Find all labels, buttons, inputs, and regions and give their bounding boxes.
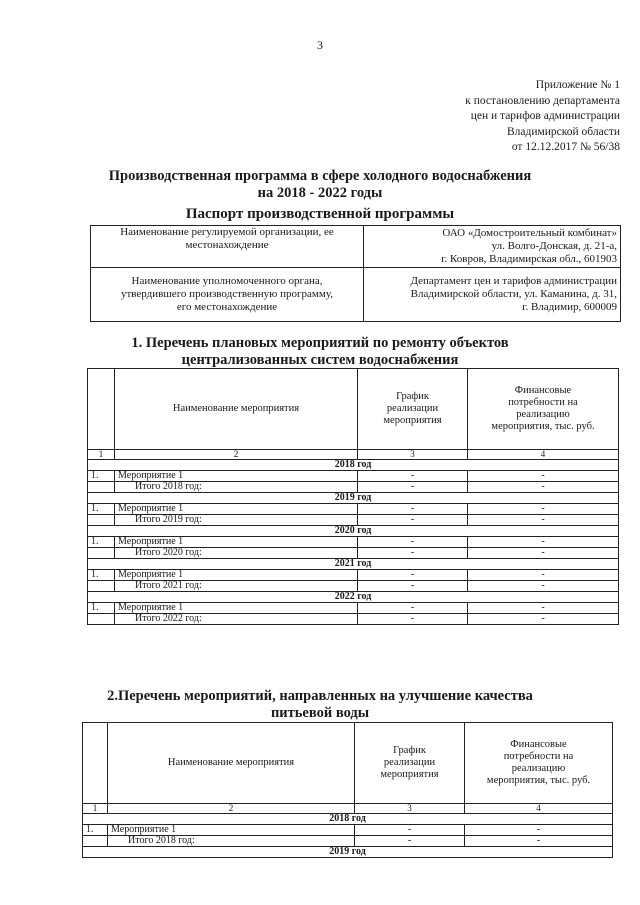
row-number [88, 548, 115, 559]
column-number: 1 [83, 804, 108, 814]
total-finance: - [468, 581, 619, 592]
total-label: Итого 2018 год: [108, 836, 355, 847]
column-number: 3 [355, 804, 465, 814]
heading-line: централизованных систем водоснабжения [181, 352, 459, 368]
header-line: реализации [386, 403, 439, 414]
column-numbers-row [88, 450, 619, 460]
passport-value-line: г. Владимир, 600009 [522, 301, 617, 313]
header-line: потребности на [503, 751, 574, 762]
table-row [88, 504, 619, 515]
row-number [88, 515, 115, 526]
row-number: 1. [88, 570, 115, 581]
schedule-value: - [358, 603, 468, 614]
total-schedule: - [358, 515, 468, 526]
column-number: 2 [115, 450, 358, 460]
passport-label-line: Наименование уполномоченного органа, [131, 275, 323, 287]
finance-value: - [468, 471, 619, 482]
passport-value-line: Департамент цен и тарифов администрации [410, 275, 617, 287]
year-label: 2018 год [88, 460, 619, 471]
passport-row [91, 226, 621, 268]
year-label: 2022 год [88, 592, 619, 603]
appendix-line: к постановлению департамента [465, 94, 620, 107]
total-label: Итого 2020 год: [115, 548, 358, 559]
section2-table [82, 722, 613, 858]
header-line: График [396, 391, 429, 402]
document-title [0, 168, 640, 202]
col-name-header: Наименование мероприятия [108, 723, 355, 804]
total-schedule: - [358, 548, 468, 559]
header-line: мероприятия [380, 769, 439, 780]
heading-line: 1. Перечень плановых мероприятий по ремонту объектов [131, 335, 509, 351]
row-number: 1. [88, 504, 115, 515]
item-name: Мероприятие 1 [115, 504, 358, 515]
year-label: 2020 год [88, 526, 619, 537]
col-schedule-header [355, 723, 465, 804]
schedule-value: - [358, 504, 468, 515]
item-name: Мероприятие 1 [115, 537, 358, 548]
appendix-block [430, 78, 620, 156]
title-line: Производственная программа в сфере холодного водоснабжения [108, 168, 532, 184]
heading-line: 2.Перечень мероприятий, направленных на улучшение качества [107, 688, 533, 704]
passport-heading: Паспорт производственной программы [185, 206, 455, 222]
table-row [88, 471, 619, 482]
item-name: Мероприятие 1 [115, 471, 358, 482]
total-finance: - [465, 836, 613, 847]
total-label: Итого 2022 год: [115, 614, 358, 625]
column-number: 4 [468, 450, 619, 460]
schedule-value: - [358, 471, 468, 482]
header-line: мероприятия [383, 415, 442, 426]
column-number: 3 [358, 450, 468, 460]
year-row [83, 814, 613, 825]
year-row [88, 592, 619, 603]
col-name-header: Наименование мероприятия [115, 369, 358, 450]
total-row [88, 548, 619, 559]
col-finance-header [465, 723, 613, 804]
header-line: мероприятия, тыс. руб. [486, 775, 591, 786]
passport-label-line: местонахождение [185, 239, 269, 251]
header-line: потребности на [508, 397, 578, 408]
total-finance: - [468, 482, 619, 493]
passport-value-line: г. Ковров, Владимирская обл., 601903 [441, 253, 617, 265]
total-label: Итого 2019 год: [115, 515, 358, 526]
row-number: 1. [88, 537, 115, 548]
header-line: мероприятия, тыс. руб. [491, 421, 595, 432]
passport-value-line: ул. Волго-Донская, д. 21-а, [491, 240, 617, 252]
row-number [88, 482, 115, 493]
total-label: Итого 2018 год: [115, 482, 358, 493]
finance-value: - [468, 603, 619, 614]
item-name: Мероприятие 1 [108, 825, 355, 836]
year-row [88, 559, 619, 570]
table-row [88, 570, 619, 581]
total-row [83, 836, 613, 847]
table-row [88, 603, 619, 614]
table-row [83, 825, 613, 836]
col-schedule-header [358, 369, 468, 450]
header-row [83, 723, 613, 804]
finance-value: - [468, 504, 619, 515]
passport-label-line: утвердившего производственную программу, [120, 288, 333, 300]
total-finance: - [468, 614, 619, 625]
header-line: Финансовые [510, 739, 567, 750]
column-number: 1 [88, 450, 115, 460]
total-label: Итого 2021 год: [115, 581, 358, 592]
table-row [88, 537, 619, 548]
col-number-header [83, 723, 108, 804]
passport-value-line: ОАО «Домостроительный комбинат» [442, 227, 617, 239]
finance-value: - [468, 570, 619, 581]
header-line: реализации [383, 757, 436, 768]
total-schedule: - [358, 482, 468, 493]
year-label: 2018 год [83, 814, 613, 825]
appendix-line: цен и тарифов администрации [470, 110, 620, 122]
total-row [88, 614, 619, 625]
col-number-header [88, 369, 115, 450]
year-row [88, 493, 619, 504]
header-line: График [393, 745, 426, 756]
column-number: 4 [465, 804, 613, 814]
row-number: 1. [83, 825, 108, 836]
title-line: на 2018 - 2022 годы [257, 185, 383, 201]
appendix-line: Владимирской области [506, 125, 620, 138]
finance-value: - [465, 825, 613, 836]
passport-value-line: Владимирской области, ул. Каманина, д. 31, [410, 288, 617, 300]
row-number [88, 581, 115, 592]
schedule-value: - [355, 825, 465, 836]
total-row [88, 581, 619, 592]
page-number: 3 [317, 38, 323, 52]
column-number: 2 [108, 804, 355, 814]
row-number: 1. [88, 471, 115, 482]
section1-heading [0, 335, 640, 369]
passport-label-line: его местонахождение [176, 301, 278, 313]
schedule-value: - [358, 570, 468, 581]
year-label: 2021 год [88, 559, 619, 570]
passport-label-line: Наименование регулируемой организации, ее [120, 226, 334, 238]
total-finance: - [468, 515, 619, 526]
heading-line: питьевой воды [270, 705, 370, 721]
passport-row [91, 268, 621, 322]
total-schedule: - [355, 836, 465, 847]
total-finance: - [468, 548, 619, 559]
row-number: 1. [88, 603, 115, 614]
year-row [88, 460, 619, 471]
passport-label [91, 268, 364, 322]
year-row [88, 526, 619, 537]
passport-label [91, 226, 364, 268]
header-row [88, 369, 619, 450]
col-finance-header [468, 369, 619, 450]
year-row [83, 847, 613, 858]
year-label: 2019 год [83, 847, 613, 858]
section2-heading [0, 688, 640, 722]
appendix-line: Приложение № 1 [535, 79, 620, 91]
total-schedule: - [358, 614, 468, 625]
header-line: Финансовые [514, 385, 572, 396]
total-schedule: - [358, 581, 468, 592]
header-line: реализацию [516, 409, 570, 420]
column-numbers-row [83, 804, 613, 814]
schedule-value: - [358, 537, 468, 548]
total-row [88, 515, 619, 526]
passport-table [90, 225, 621, 322]
item-name: Мероприятие 1 [115, 570, 358, 581]
appendix-line: от 12.12.2017 № 56/38 [511, 141, 620, 153]
year-label: 2019 год [88, 493, 619, 504]
header-line: реализацию [511, 763, 566, 774]
item-name: Мероприятие 1 [115, 603, 358, 614]
passport-value [364, 268, 621, 322]
total-row [88, 482, 619, 493]
row-number [88, 614, 115, 625]
passport-value [364, 226, 621, 268]
row-number [83, 836, 108, 847]
finance-value: - [468, 537, 619, 548]
section1-table [87, 368, 619, 625]
